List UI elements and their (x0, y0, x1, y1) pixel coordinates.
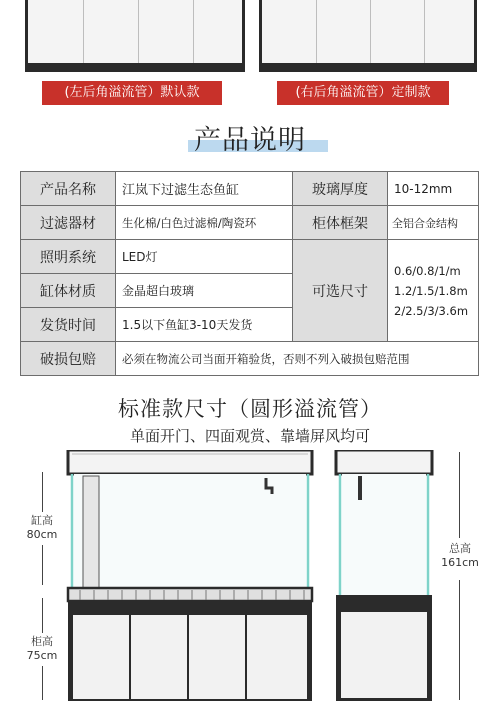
total-height-line-lower (459, 580, 460, 700)
cabinet-height-label: 柜高 75cm (26, 635, 58, 662)
spec-table (20, 171, 479, 376)
spec-value: 10-12mm (388, 172, 479, 206)
spec-key: 发货时间 (21, 308, 116, 342)
spec-value: 生化棉/白色过滤棉/陶瓷环 (116, 206, 293, 240)
spec-value: 必须在物流公司当面开箱验货，否则不列入破损包赔范围 (116, 342, 479, 376)
total-height-label: 总高 161cm (441, 542, 479, 569)
spec-key: 柜体框架 (293, 206, 388, 240)
cabinet-height-line-lower (42, 666, 43, 700)
cabinet-preview-right (259, 0, 477, 72)
standard-size-title: 标准款尺寸（圆形溢流管） (118, 397, 382, 421)
spec-key: 缸体材质 (21, 274, 116, 308)
tank-front-drawing (60, 450, 320, 701)
tank-height-line-lower (42, 545, 43, 585)
spec-value: LED灯 (116, 240, 293, 274)
spec-key: 可选尺寸 (293, 240, 388, 342)
cabinet-height-line (42, 598, 43, 633)
spec-value: 1.5以下鱼缸3-10天发货 (116, 308, 293, 342)
optional-sizes (388, 240, 479, 342)
spec-value: 江岚下过滤生态鱼缸 (116, 172, 293, 206)
total-height-line (459, 452, 460, 538)
tank-height-line (42, 472, 43, 512)
table-row (21, 206, 479, 240)
size-line: 2/2.5/3/3.6m (394, 303, 469, 318)
spec-key: 过滤器材 (21, 206, 116, 240)
variant-badge-default: (左后角溢流管）默认款 (42, 81, 222, 105)
size-line: 1.2/1.5/1.8m (394, 283, 468, 298)
tank-side-drawing (334, 450, 434, 701)
table-row (21, 240, 479, 274)
tank-height-label: 缸高 80cm (26, 514, 58, 541)
spec-value: 全铝合金结构 (388, 206, 479, 240)
spec-key: 玻璃厚度 (293, 172, 388, 206)
variant-badge-custom: (右后角溢流管）定制款 (277, 81, 449, 105)
table-row (21, 172, 479, 206)
spec-value: 金晶超白玻璃 (116, 274, 293, 308)
spec-key: 照明系统 (21, 240, 116, 274)
size-line: 0.6/0.8/1/m (394, 263, 461, 278)
product-description-title: 产品说明 (194, 125, 306, 156)
standard-size-subtitle: 单面开门、四面观赏、靠墙屏风均可 (129, 427, 370, 445)
spec-key: 破损包赔 (21, 342, 116, 376)
table-row (21, 342, 479, 376)
cabinet-preview-left (25, 0, 245, 72)
spec-key: 产品名称 (21, 172, 116, 206)
